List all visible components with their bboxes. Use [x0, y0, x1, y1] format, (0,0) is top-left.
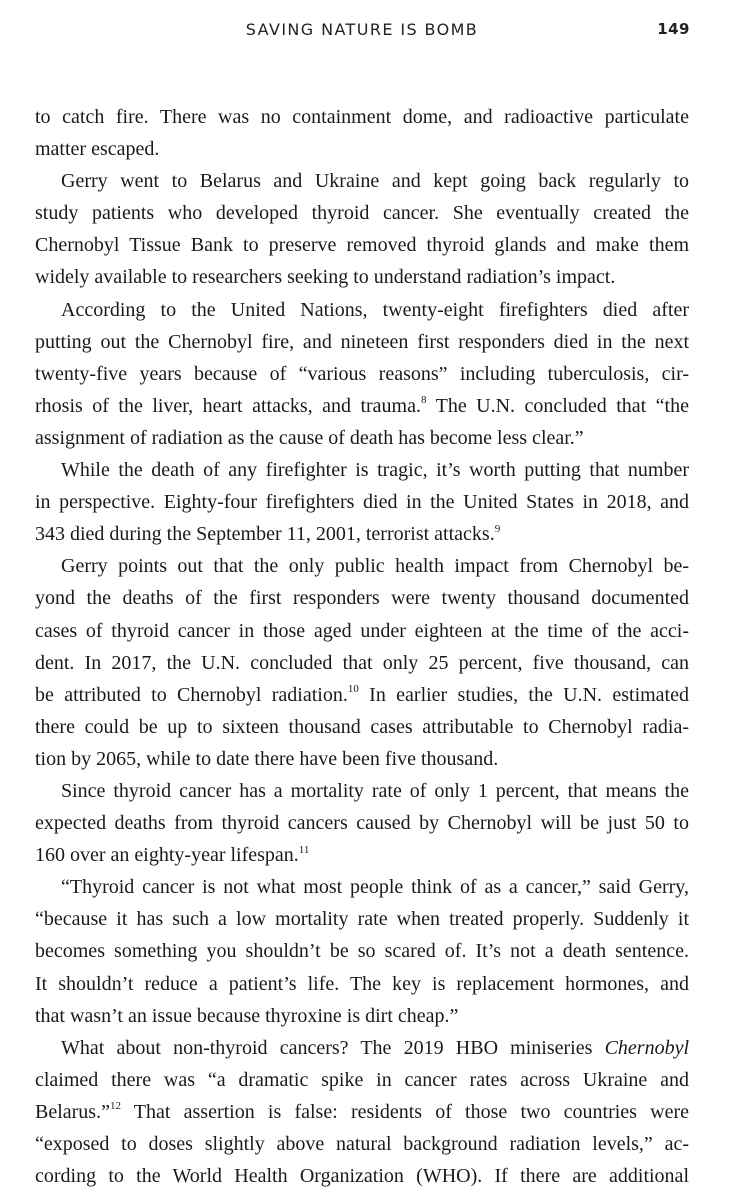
text-line: Since thyroid cancer has a mortality rate of only 1 percent, that means the	[61, 779, 689, 802]
text-line: cording to the World Health Organization (WHO). If there are additional	[35, 1165, 689, 1188]
text-line: becomes something you shouldn’t be so scared of. It’s not a death sentence.	[35, 940, 689, 963]
text-line: in perspective. Eighty-four firefighters died in the United States in 2018, and	[35, 491, 689, 514]
text-line: It shouldn’t reduce a patient’s life. The key is replacement hormones, and	[35, 972, 689, 995]
text-line: putting out the Chernobyl fire, and nineteen first responders died in the next	[35, 330, 689, 353]
text-line: dent. In 2017, the U.N. concluded that only 25 percent, five thousand, can	[35, 651, 689, 674]
page-number: 149	[657, 20, 690, 38]
footnote-ref[interactable]: 11	[298, 843, 310, 856]
text-line: Chernobyl Tissue Bank to preserve removed thyroid glands and make them	[35, 234, 689, 257]
text-segment: That assertion is false: residents of those two countries were	[120, 1100, 689, 1123]
text-line: tion by 2065, while to date there have been five thousand.	[35, 747, 499, 770]
text-line: assignment of radiation as the cause of death has become less clear.”	[35, 426, 584, 449]
text-line: Gerry points out that the only public health impact from Chernobyl be-	[61, 555, 689, 578]
paragraph	[35, 871, 689, 1031]
text-segment: In earlier studies, the U.N. estimated	[358, 683, 689, 706]
footnote-ref[interactable]: 10	[347, 683, 359, 696]
text-line: Gerry went to Belarus and Ukraine and kept going back regularly to	[61, 170, 689, 193]
text-line	[35, 839, 689, 871]
text-line: matter escaped.	[35, 138, 160, 161]
text-line: claimed there was “a dramatic spike in cancer rates across Ukraine and	[35, 1068, 689, 1091]
text-line	[35, 390, 689, 422]
text-line: widely available to researchers seeking to understand radiation’s impact.	[35, 266, 616, 289]
paragraph	[35, 165, 689, 293]
footnote-ref[interactable]: 12	[109, 1100, 121, 1113]
text-segment: 160 over an eighty-year lifespan.	[35, 844, 299, 867]
text-line: yond the deaths of the first responders were twenty thousand documented	[35, 587, 689, 610]
text-line: that wasn’t an issue because thyroxine is dirt cheap.”	[35, 1004, 459, 1027]
text-segment: be attributed to Chernobyl radiation.	[35, 683, 348, 706]
text-line	[35, 518, 689, 550]
footnote-ref[interactable]: 9	[494, 522, 501, 535]
text-line: While the death of any firefighter is tragic, it’s worth putting that number	[61, 459, 689, 482]
paragraph	[35, 1032, 689, 1192]
text-line	[35, 1032, 689, 1064]
running-title: SAVING NATURE IS BOMB	[245, 20, 479, 39]
body-text	[35, 101, 689, 1192]
paragraph	[35, 101, 689, 165]
text-line: According to the United Nations, twenty-eight firefighters died after	[61, 298, 689, 321]
text-line: “exposed to doses slightly above natural background radiation levels,” ac-	[35, 1133, 689, 1155]
footnote-ref[interactable]: 8	[420, 394, 427, 407]
text-segment: 343 died during the September 11, 2001, terrorist attacks.	[35, 523, 495, 546]
paragraph	[35, 294, 689, 454]
text-line	[35, 1096, 689, 1128]
text-line: study patients who developed thyroid cancer. She eventually created the	[35, 202, 689, 225]
text-line: to catch fire. There was no containment dome, and radioactive particulate	[35, 106, 689, 128]
paragraph	[35, 454, 689, 550]
text-line: cases of thyroid cancer in those aged under eighteen at the time of the acci-	[35, 619, 689, 642]
title-italic: Chernobyl	[604, 1036, 689, 1059]
text-line: “because it has such a low mortality rate when treated properly. Suddenly it	[35, 908, 689, 931]
paragraph	[35, 775, 689, 871]
text-line: there could be up to sixteen thousand cases attributable to Chernobyl radia-	[35, 715, 689, 738]
text-segment: Belarus.”	[35, 1100, 110, 1123]
text-line	[35, 679, 689, 711]
text-segment: rhosis of the liver, heart attacks, and trauma.	[35, 394, 421, 417]
text-line: expected deaths from thyroid cancers caused by Chernobyl will be just 50 to	[35, 812, 689, 835]
paragraph	[35, 550, 689, 775]
text-line: twenty-five years because of “various reasons” including tuberculosis, cir-	[35, 362, 689, 385]
text-segment: The U.N. concluded that “the	[426, 394, 689, 417]
text-segment: What about non-thyroid cancers? The 2019 HBO miniseries	[61, 1036, 605, 1059]
running-head	[0, 20, 734, 44]
text-line: “Thyroid cancer is not what most people think of as a cancer,” said Gerry,	[61, 876, 689, 899]
